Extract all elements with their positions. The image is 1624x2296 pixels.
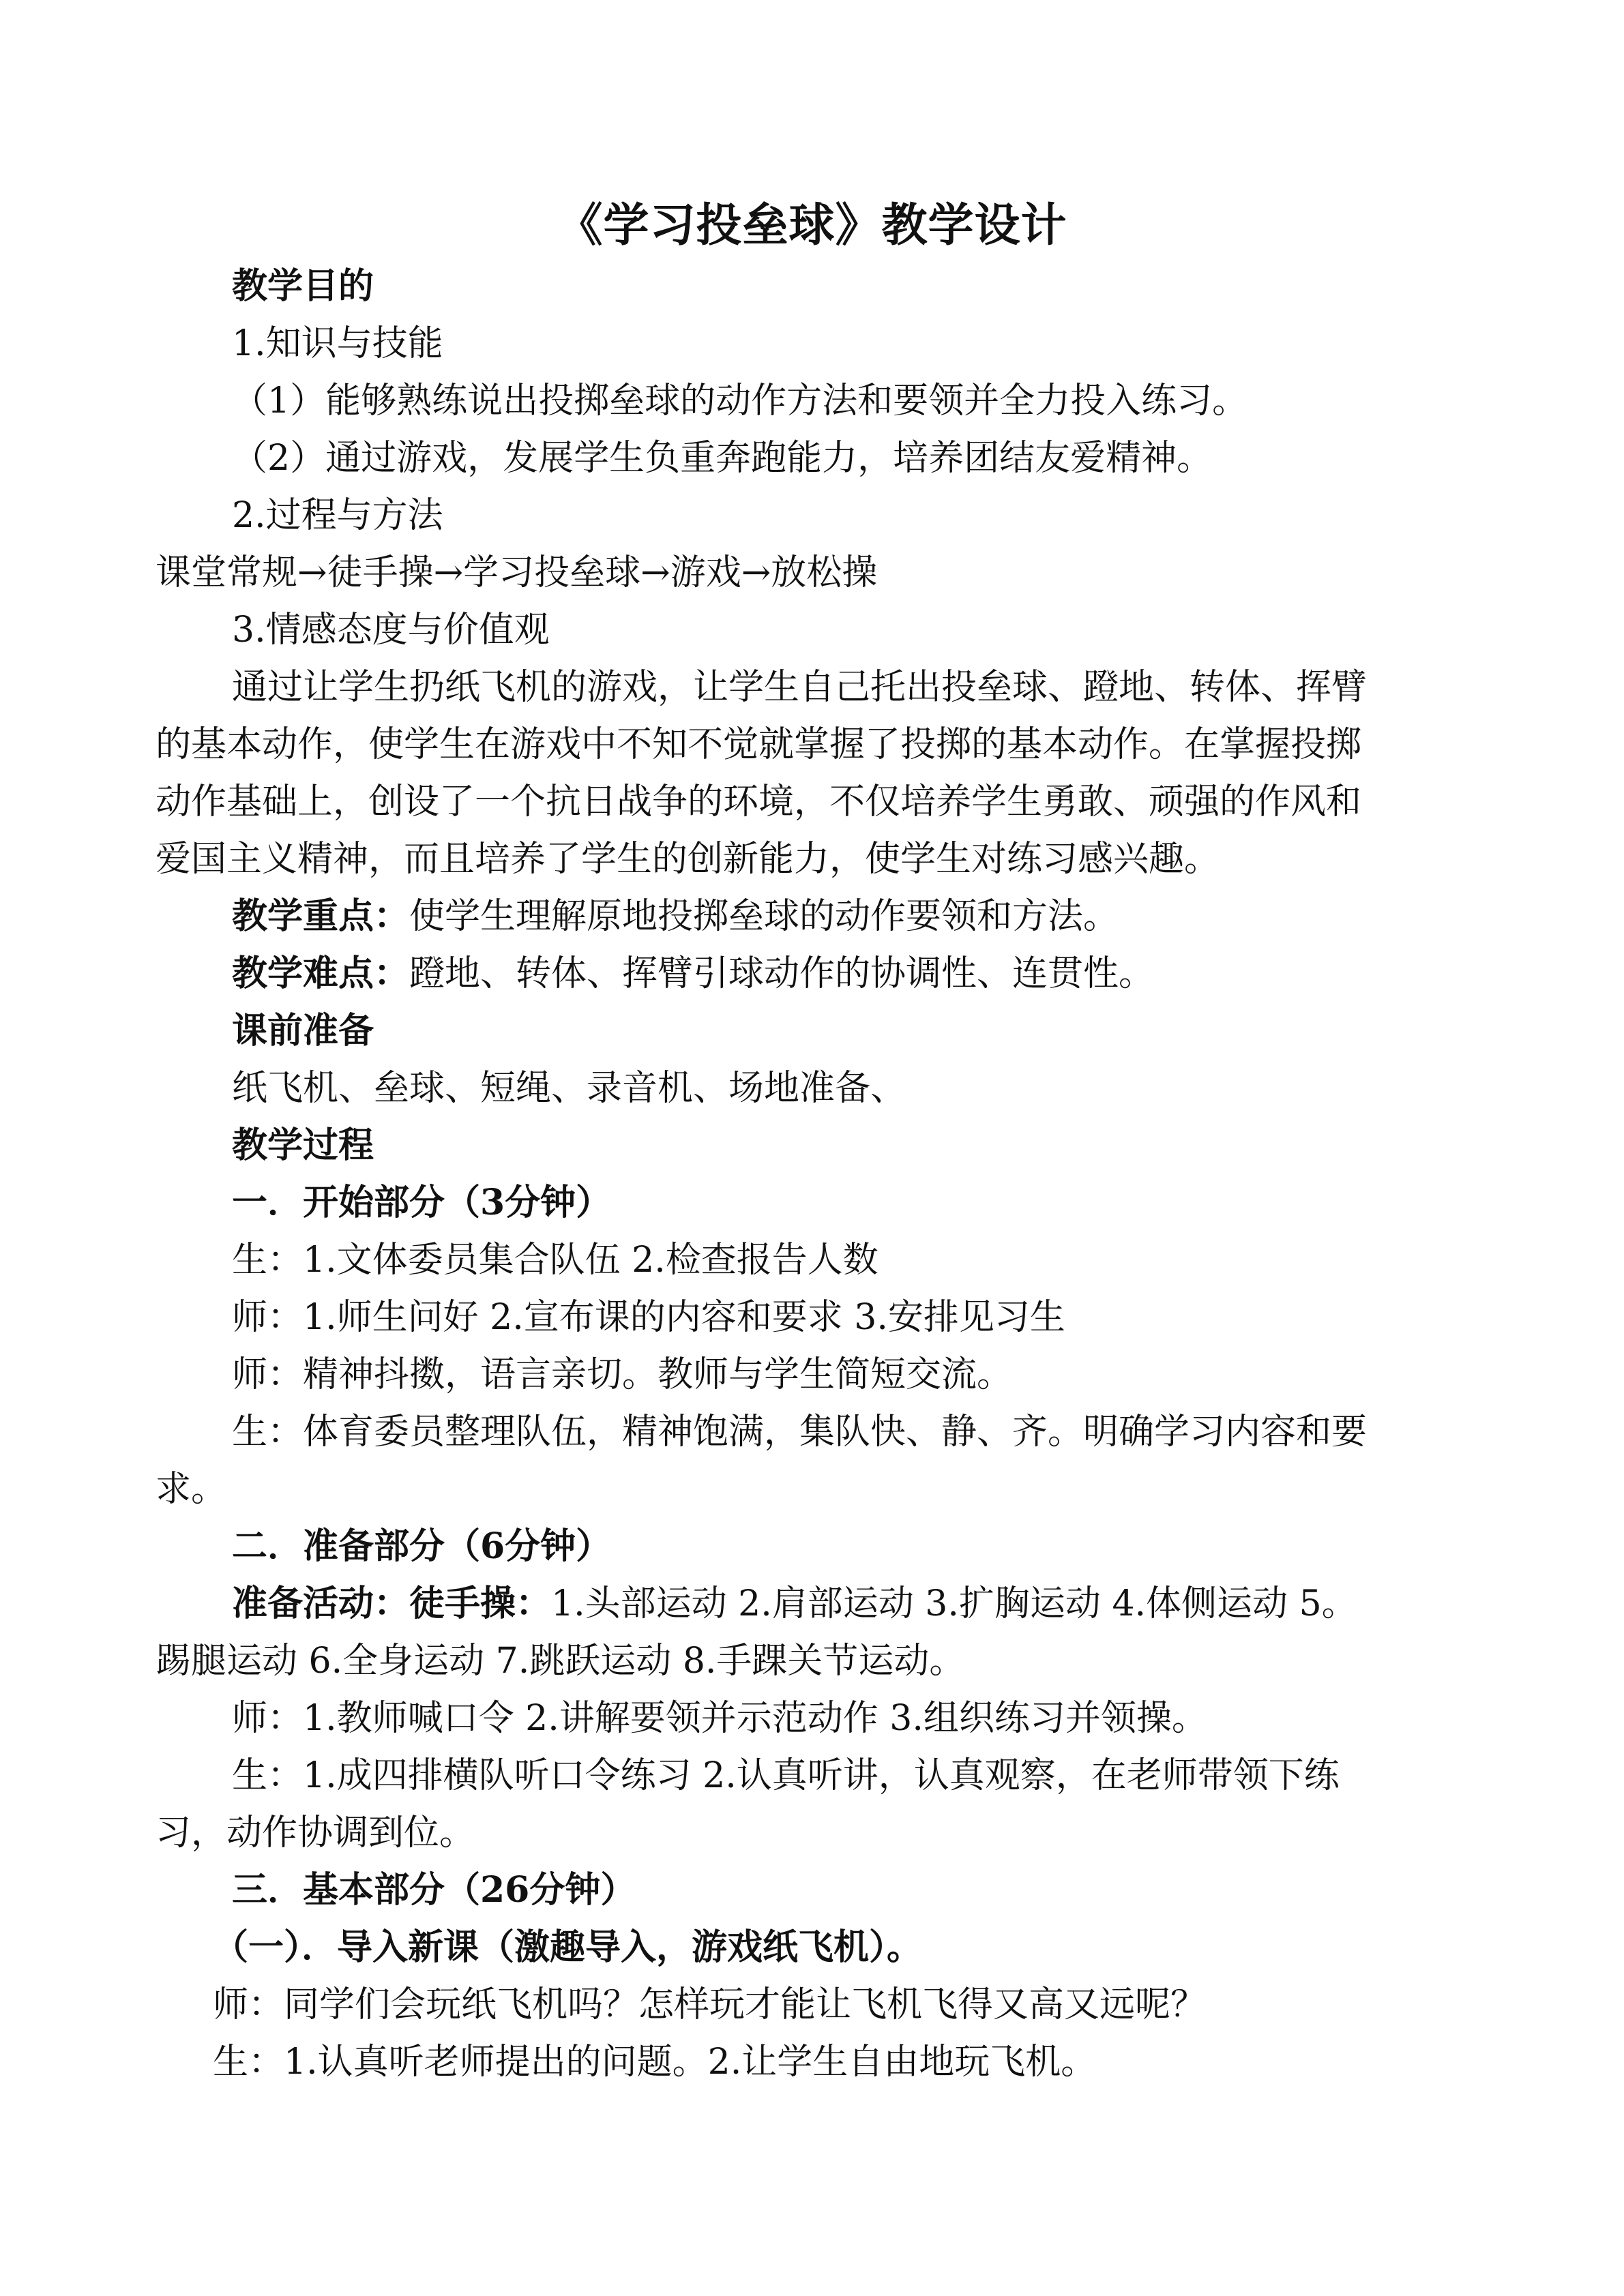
heading-teaching-objectives: 教学目的 xyxy=(232,265,374,307)
objective-3-heading: 3.情感态度与价值观 xyxy=(232,610,550,651)
paragraph-line: 求。 xyxy=(156,1469,227,1510)
key-point-line xyxy=(156,888,1460,945)
difficult-point-line xyxy=(156,945,1460,1002)
section-1-heading: 一．开始部分（3分钟） xyxy=(232,1182,612,1223)
section-2-heading: 二．准备部分（6分钟） xyxy=(232,1525,612,1567)
heading-teaching-process: 教学过程 xyxy=(232,1124,374,1166)
document-title: 《学习投垒球》教学设计 xyxy=(557,198,1067,252)
warmup-line xyxy=(156,1575,1460,1632)
difficult-point-label: 教学难点： xyxy=(232,953,410,994)
objective-2-heading: 2.过程与方法 xyxy=(232,495,443,536)
paragraph-line: 师：精神抖擞，语言亲切。教师与学生简短交流。 xyxy=(232,1354,1013,1395)
paragraph-line: 生：体育委员整理队伍，精神饱满，集队快、静、齐。明确学习内容和要 xyxy=(232,1412,1368,1452)
objective-1-item-2: （2）通过游戏，发展学生负重奔跑能力，培养团结友爱精神。 xyxy=(232,438,1213,479)
heading-preparation: 课前准备 xyxy=(232,1010,374,1052)
paragraph-line: 师：同学们会玩纸飞机吗？怎样玩才能让飞机飞得又高又远呢？ xyxy=(213,1984,1207,2025)
key-point-text: 使学生理解原地投掷垒球的动作要领和方法。 xyxy=(409,896,1119,937)
objective-1-heading: 1.知识与技能 xyxy=(232,323,443,364)
difficult-point-text: 蹬地、转体、挥臂引球动作的协调性、连贯性。 xyxy=(409,953,1155,994)
process-flow: 课堂常规→徒手操→学习投垒球→游戏→放松操 xyxy=(156,552,878,593)
paragraph-line: 师：1.教师喊口令 2.讲解要领并示范动作 3.组织练习并领操。 xyxy=(232,1698,1207,1739)
subsection-1-heading: （一）．导入新课（激趣导入，游戏纸飞机）。 xyxy=(213,1926,923,1968)
paragraph-line: 生：1.成四排横队听口令练习 2.认真听讲，认真观察，在老师带领下练 xyxy=(232,1755,1340,1796)
paragraph-line: 生：1.认真听老师提出的问题。2.让学生自由地玩飞机。 xyxy=(213,2042,1097,2083)
paragraph-line: 动作基础上，创设了一个抗日战争的环境，不仅培养学生勇敢、顽强的作风和 xyxy=(156,781,1362,822)
paragraph-line: 习，动作协调到位。 xyxy=(156,1813,475,1853)
paragraph-line: 的基本动作，使学生在游戏中不知不觉就掌握了投掷的基本动作。在掌握投掷 xyxy=(156,724,1362,765)
preparation-items: 纸飞机、垒球、短绳、录音机、场地准备、 xyxy=(232,1068,906,1109)
paragraph-line: 通过让学生扔纸飞机的游戏，让学生自己托出投垒球、蹬地、转体、挥臂 xyxy=(232,667,1368,708)
objective-1-item-1: （1）能够熟练说出投掷垒球的动作方法和要领并全力投入练习。 xyxy=(232,381,1248,421)
paragraph-line: 爱国主义精神，而且培养了学生的创新能力，使学生对练习感兴趣。 xyxy=(156,839,1220,880)
document-body xyxy=(156,258,1460,2091)
warmup-text: 1.头部运动 2.肩部运动 3.扩胸运动 4.体侧运动 5。 xyxy=(551,1583,1357,1624)
paragraph-line: 踢腿运动 6.全身运动 7.跳跃运动 8.手踝关节运动。 xyxy=(156,1641,965,1682)
section-3-heading: 三．基本部分（26分钟） xyxy=(232,1869,636,1911)
warmup-label: 准备活动：徒手操： xyxy=(232,1583,552,1624)
key-point-label: 教学重点： xyxy=(232,895,410,937)
paragraph-line: 师：1.师生问好 2.宣布课的内容和要求 3.安排见习生 xyxy=(232,1297,1065,1338)
paragraph-line: 生：1.文体委员集合队伍 2.检查报告人数 xyxy=(232,1240,879,1281)
